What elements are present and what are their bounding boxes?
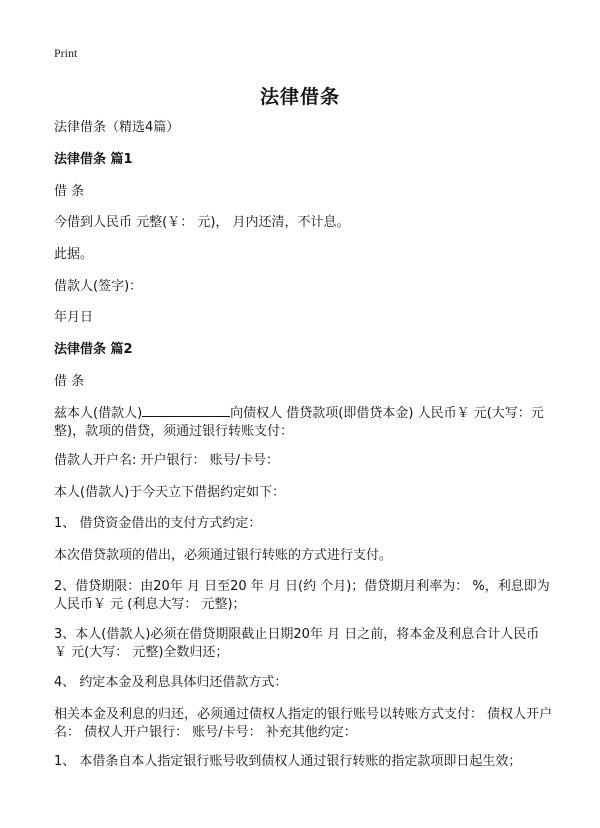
section1-line-date: 年月日	[54, 310, 94, 325]
section2-paragraph-3: 本人(借款人)于今天立下借据约定如下：	[54, 485, 286, 500]
section2-paragraph-8: 4、 约定本金及利息具体归还借款方式：	[54, 675, 288, 690]
section2-paragraph-6: 2、借贷期限：由20年 月 日至20 年 月 日(约 个月)；借贷期月利率为： %，利息即为人民币￥ 元 (利息大写： 元整)；	[54, 579, 550, 612]
document-subtitle: 法律借条（精选4篇）	[54, 120, 180, 135]
section2-jietiao: 借 条	[54, 374, 85, 389]
section1-line-cijv: 此据。	[54, 247, 94, 262]
section2-paragraph-4: 1、 借贷资金借出的支付方式约定：	[54, 516, 262, 531]
section2-p1-prefix: 兹本人(借款人)	[54, 406, 143, 421]
section2-paragraph-5: 本次借贷款项的借出，必须通过银行转账的方式进行支付。	[54, 548, 393, 563]
section1-line-borrow: 今借到人民币 元整(￥： 元)， 月内还清，不计息。	[54, 215, 350, 230]
print-label: Print	[54, 46, 78, 60]
document-title: 法律借条	[259, 86, 340, 108]
section2-paragraph-2: 借款人开户名: 开户银行： 账号/卡号：	[54, 453, 280, 468]
section2-paragraph-9: 相关本金及利息的归还，必须通过债权人指定的银行账号以转账方式支付： 债权人开户名： 债权人开户银行： 账号/卡号： 补充其他约定：	[54, 707, 553, 740]
section2-paragraph-1	[54, 404, 554, 441]
section1-heading: 法律借条 篇1	[54, 152, 133, 167]
section2-paragraph-7: 3、本人(借款人)必须在借贷期限截止日期20年 月 日之前，将本金及利息合计人民币 ￥ 元(大写： 元整)全数归还；	[54, 627, 540, 660]
section2-paragraph-10: 1、 本借条自本人指定银行账号收到债权人通过银行转账的指定款项即日起生效；	[54, 754, 522, 769]
section1-jietiao: 借 条	[54, 184, 85, 199]
section2-p1-rest: 向债权人 借贷款项(即借贷本金) 人民币￥ 元(大写：元整)，款项的借贷，须通过银行转账支付：	[54, 406, 544, 439]
section1-line-signature: 借款人(签字)：	[54, 279, 143, 294]
section2-heading: 法律借条 篇2	[54, 342, 133, 357]
blank-underline	[142, 404, 230, 417]
